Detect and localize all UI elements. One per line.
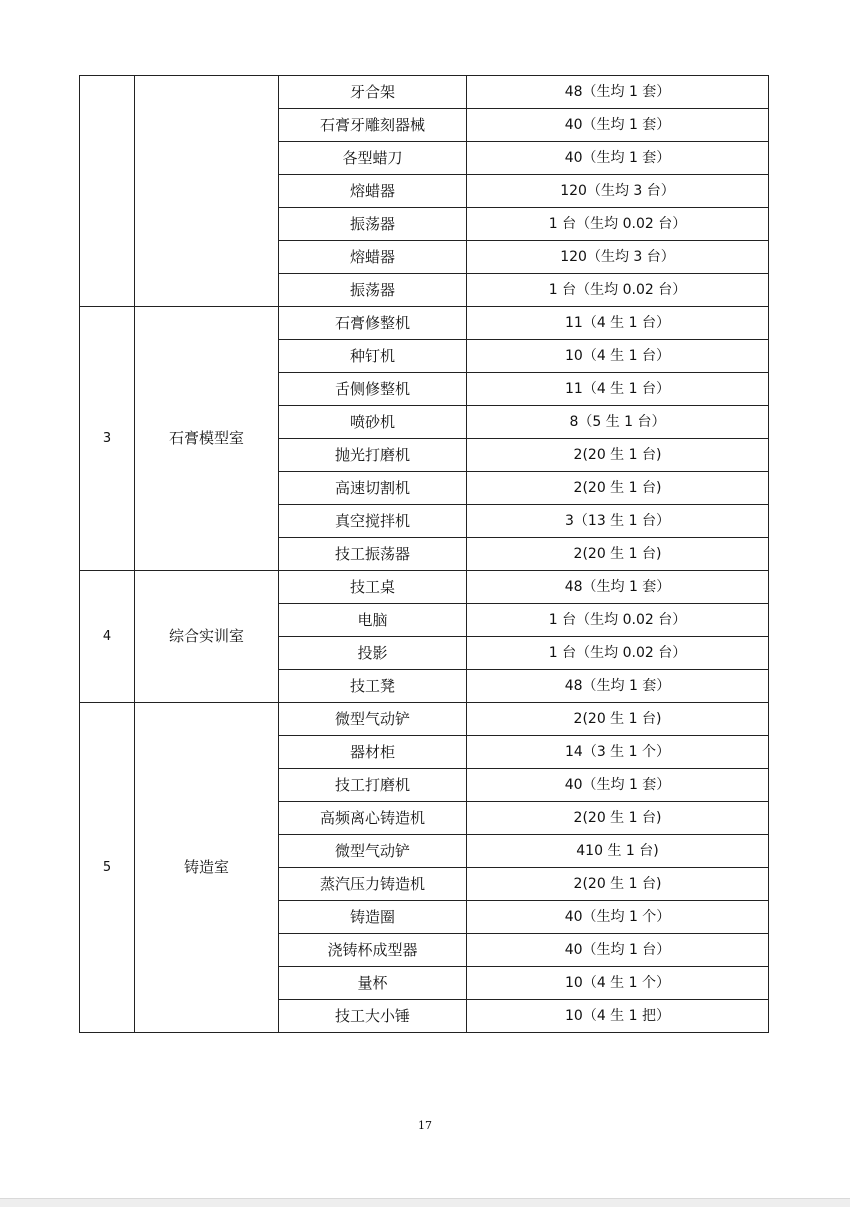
equipment-name-cell: 器材柜 <box>279 736 467 769</box>
equipment-name-cell: 高频离心铸造机 <box>279 802 467 835</box>
equipment-name-cell: 蒸汽压力铸造机 <box>279 868 467 901</box>
equipment-quantity-cell: 40（生均 1 套） <box>467 142 769 175</box>
equipment-quantity-cell: 10（4 生 1 把） <box>467 1000 769 1033</box>
equipment-quantity-cell: 40（生均 1 套） <box>467 109 769 142</box>
equipment-quantity-cell: 1 台（生均 0.02 台） <box>467 604 769 637</box>
room-name-cell: 石膏模型室 <box>135 307 279 571</box>
equipment-name-cell: 技工大小锤 <box>279 1000 467 1033</box>
equipment-name-cell: 石膏牙雕刻器械 <box>279 109 467 142</box>
equipment-quantity-cell: 2(20 生 1 台) <box>467 868 769 901</box>
room-name-cell: 综合实训室 <box>135 571 279 703</box>
equipment-name-cell: 技工桌 <box>279 571 467 604</box>
equipment-quantity-cell: 2(20 生 1 台) <box>467 538 769 571</box>
equipment-quantity-cell: 1 台（生均 0.02 台） <box>467 274 769 307</box>
table-row <box>80 307 769 340</box>
section-number-cell: 3 <box>80 307 135 571</box>
equipment-table <box>79 75 769 1033</box>
equipment-quantity-cell: 2(20 生 1 台) <box>467 439 769 472</box>
equipment-quantity-cell: 8（5 生 1 台） <box>467 406 769 439</box>
equipment-table-container <box>79 75 768 1033</box>
equipment-name-cell: 电脑 <box>279 604 467 637</box>
equipment-name-cell: 振荡器 <box>279 208 467 241</box>
room-name-cell: 铸造室 <box>135 703 279 1033</box>
equipment-name-cell: 技工振荡器 <box>279 538 467 571</box>
equipment-quantity-cell: 2(20 生 1 台) <box>467 802 769 835</box>
section-number-cell: 4 <box>80 571 135 703</box>
equipment-name-cell: 各型蜡刀 <box>279 142 467 175</box>
equipment-name-cell: 铸造圈 <box>279 901 467 934</box>
equipment-quantity-cell: 48（生均 1 套） <box>467 571 769 604</box>
equipment-name-cell: 熔蜡器 <box>279 241 467 274</box>
equipment-quantity-cell: 11（4 生 1 台） <box>467 373 769 406</box>
equipment-name-cell: 高速切割机 <box>279 472 467 505</box>
table-row <box>80 76 769 109</box>
equipment-quantity-cell: 14（3 生 1 个） <box>467 736 769 769</box>
equipment-quantity-cell: 10（4 生 1 台） <box>467 340 769 373</box>
equipment-name-cell: 微型气动铲 <box>279 835 467 868</box>
equipment-name-cell: 牙合架 <box>279 76 467 109</box>
equipment-name-cell: 石膏修整机 <box>279 307 467 340</box>
section-number-cell: 5 <box>80 703 135 1033</box>
equipment-quantity-cell: 1 台（生均 0.02 台） <box>467 637 769 670</box>
equipment-table-body <box>80 76 769 1033</box>
equipment-name-cell: 量杯 <box>279 967 467 1000</box>
equipment-name-cell: 微型气动铲 <box>279 703 467 736</box>
room-name-cell <box>135 76 279 307</box>
equipment-quantity-cell: 11（4 生 1 台） <box>467 307 769 340</box>
equipment-quantity-cell: 40（生均 1 个） <box>467 901 769 934</box>
equipment-name-cell: 浇铸杯成型器 <box>279 934 467 967</box>
equipment-quantity-cell: 48（生均 1 套） <box>467 76 769 109</box>
equipment-name-cell: 真空搅拌机 <box>279 505 467 538</box>
table-row <box>80 703 769 736</box>
page-number: 17 <box>418 1119 432 1132</box>
equipment-quantity-cell: 120（生均 3 台） <box>467 175 769 208</box>
equipment-quantity-cell: 40（生均 1 台） <box>467 934 769 967</box>
equipment-quantity-cell: 10（4 生 1 个） <box>467 967 769 1000</box>
equipment-quantity-cell: 410 生 1 台) <box>467 835 769 868</box>
equipment-name-cell: 技工打磨机 <box>279 769 467 802</box>
equipment-name-cell: 熔蜡器 <box>279 175 467 208</box>
equipment-name-cell: 喷砂机 <box>279 406 467 439</box>
equipment-quantity-cell: 2(20 生 1 台) <box>467 472 769 505</box>
equipment-name-cell: 技工凳 <box>279 670 467 703</box>
section-number-cell <box>80 76 135 307</box>
equipment-name-cell: 投影 <box>279 637 467 670</box>
equipment-quantity-cell: 40（生均 1 套） <box>467 769 769 802</box>
equipment-name-cell: 抛光打磨机 <box>279 439 467 472</box>
equipment-name-cell: 舌侧修整机 <box>279 373 467 406</box>
equipment-name-cell: 振荡器 <box>279 274 467 307</box>
table-row <box>80 571 769 604</box>
equipment-quantity-cell: 2(20 生 1 台) <box>467 703 769 736</box>
equipment-name-cell: 种钉机 <box>279 340 467 373</box>
equipment-quantity-cell: 48（生均 1 套） <box>467 670 769 703</box>
equipment-quantity-cell: 120（生均 3 台） <box>467 241 769 274</box>
equipment-quantity-cell: 1 台（生均 0.02 台） <box>467 208 769 241</box>
equipment-quantity-cell: 3（13 生 1 台） <box>467 505 769 538</box>
